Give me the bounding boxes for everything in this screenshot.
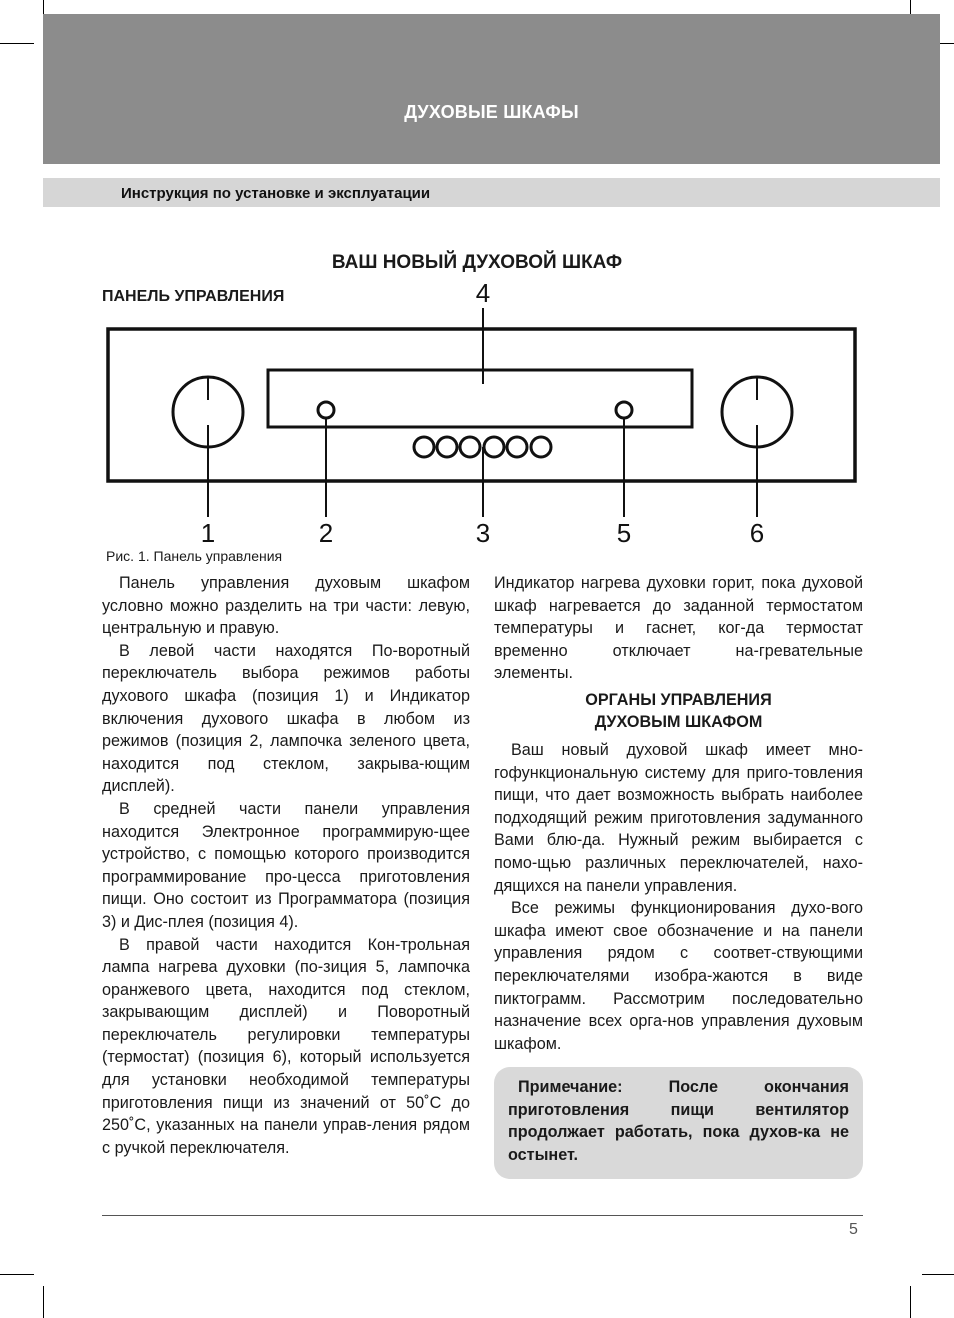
callout-label-3: 3 xyxy=(475,518,491,548)
right-column xyxy=(494,572,863,1179)
callout-label-5: 5 xyxy=(616,518,632,548)
programmer-button xyxy=(437,437,457,457)
paragraph: В средней части панели управления находится Электронное программирую-щее устройство, с помощью которого производится программирование про-цесса приготовления пищи. Оно состоит из Программатора (позиция 3) и Дис-плея (позиция 4). xyxy=(102,799,470,931)
callout-label-6: 6 xyxy=(749,518,765,548)
crop-mark xyxy=(922,1274,954,1275)
main-title: ВАШ НОВЫЙ ДУХОВОЙ ШКАФ xyxy=(331,252,623,273)
programmer-button xyxy=(460,437,480,457)
programmer-button xyxy=(484,437,504,457)
control-panel-diagram xyxy=(0,0,954,560)
subsection-title-line: ДУХОВЫМ ШКАФОМ xyxy=(594,712,763,731)
paragraph: Ваш новый духовой шкаф имеет мно-гофункциональную систему для приго-товления пищи, что дает возможность выбрать наиболее подходящий режим приготовления задуманного Вами блю-да. Нужный режим выбирается с помо-щью различных переключателей, нахо-дящихся на панели управления. xyxy=(494,740,863,895)
programmer-button xyxy=(507,437,527,457)
note-text: Примечание: После окончания приготовления пищи вентилятор продолжает работать, пока духов-ка не остынет. xyxy=(508,1078,849,1165)
callout-label-4: 4 xyxy=(475,278,491,308)
section-title: ПАНЕЛЬ УПРАВЛЕНИЯ xyxy=(102,288,285,305)
paragraph: Индикатор нагрева духовки горит, пока духовой шкаф нагревается до заданной термостатом температуры и гаснет, ког-да термостат временно отключает на-гревательные элементы. xyxy=(494,574,863,683)
note-box xyxy=(494,1067,863,1178)
subsection-title xyxy=(494,689,863,733)
page-number: 5 xyxy=(849,1221,858,1238)
panel-outline xyxy=(108,329,855,481)
callout-label-2: 2 xyxy=(318,518,334,548)
callout-label-1: 1 xyxy=(200,518,216,548)
programmer-button xyxy=(414,437,434,457)
power-indicator-lamp xyxy=(318,402,334,418)
paragraph: Панель управления духовым шкафом условно можно разделить на три части: левую, центральную и правую. xyxy=(102,574,470,638)
footer-rule xyxy=(102,1215,863,1216)
crop-mark xyxy=(0,1274,34,1275)
heat-indicator-lamp xyxy=(616,402,632,418)
crop-mark xyxy=(43,1286,44,1318)
subheader-text: Инструкция по установке и эксплуатации xyxy=(121,185,431,202)
header-title: ДУХОВЫЕ ШКАФЫ xyxy=(404,102,579,122)
paragraph: В левой части находятся По-воротный переключатель выбора режимов работы духового шкафа (позиция 1) и Индикатор включения духового шкафа в любом из режимов (позиция 2, лампочка зеленого цвета, находится под стеклом, закрыва-ющим дисплей). xyxy=(102,641,470,796)
programmer-button xyxy=(531,437,551,457)
subsection-title-line: ОРГАНЫ УПРАВЛЕНИЯ xyxy=(585,690,772,709)
crop-mark xyxy=(910,1286,911,1318)
left-column xyxy=(102,572,470,1159)
paragraph: В правой части находится Кон-трольная лампа нагрева духовки (по-зиция 5, лампочка оранжевого цвета, находится под стеклом, закрывающим дисплей) и Поворотный переключатель регулировки температуры (термостат) (позиция 6), который используется для установки необходимой температуры приготовления пищи из значений от 50˚С до 250˚С, указанных на панели управ-ления рядом с ручкой переключателя. xyxy=(102,935,470,1157)
paragraph: Все режимы функционирования духо-вого шкафа имеют свое обозначение и на панели управления рядом с соответ-ствующими переключателями изобра-жаются в виде пиктограмм. Рассмотрим последовательно назначение всех орга-нов управления духовым шкафом. xyxy=(494,899,863,1053)
figure-caption: Рис. 1. Панель управления xyxy=(106,548,283,564)
display-window xyxy=(268,370,692,427)
